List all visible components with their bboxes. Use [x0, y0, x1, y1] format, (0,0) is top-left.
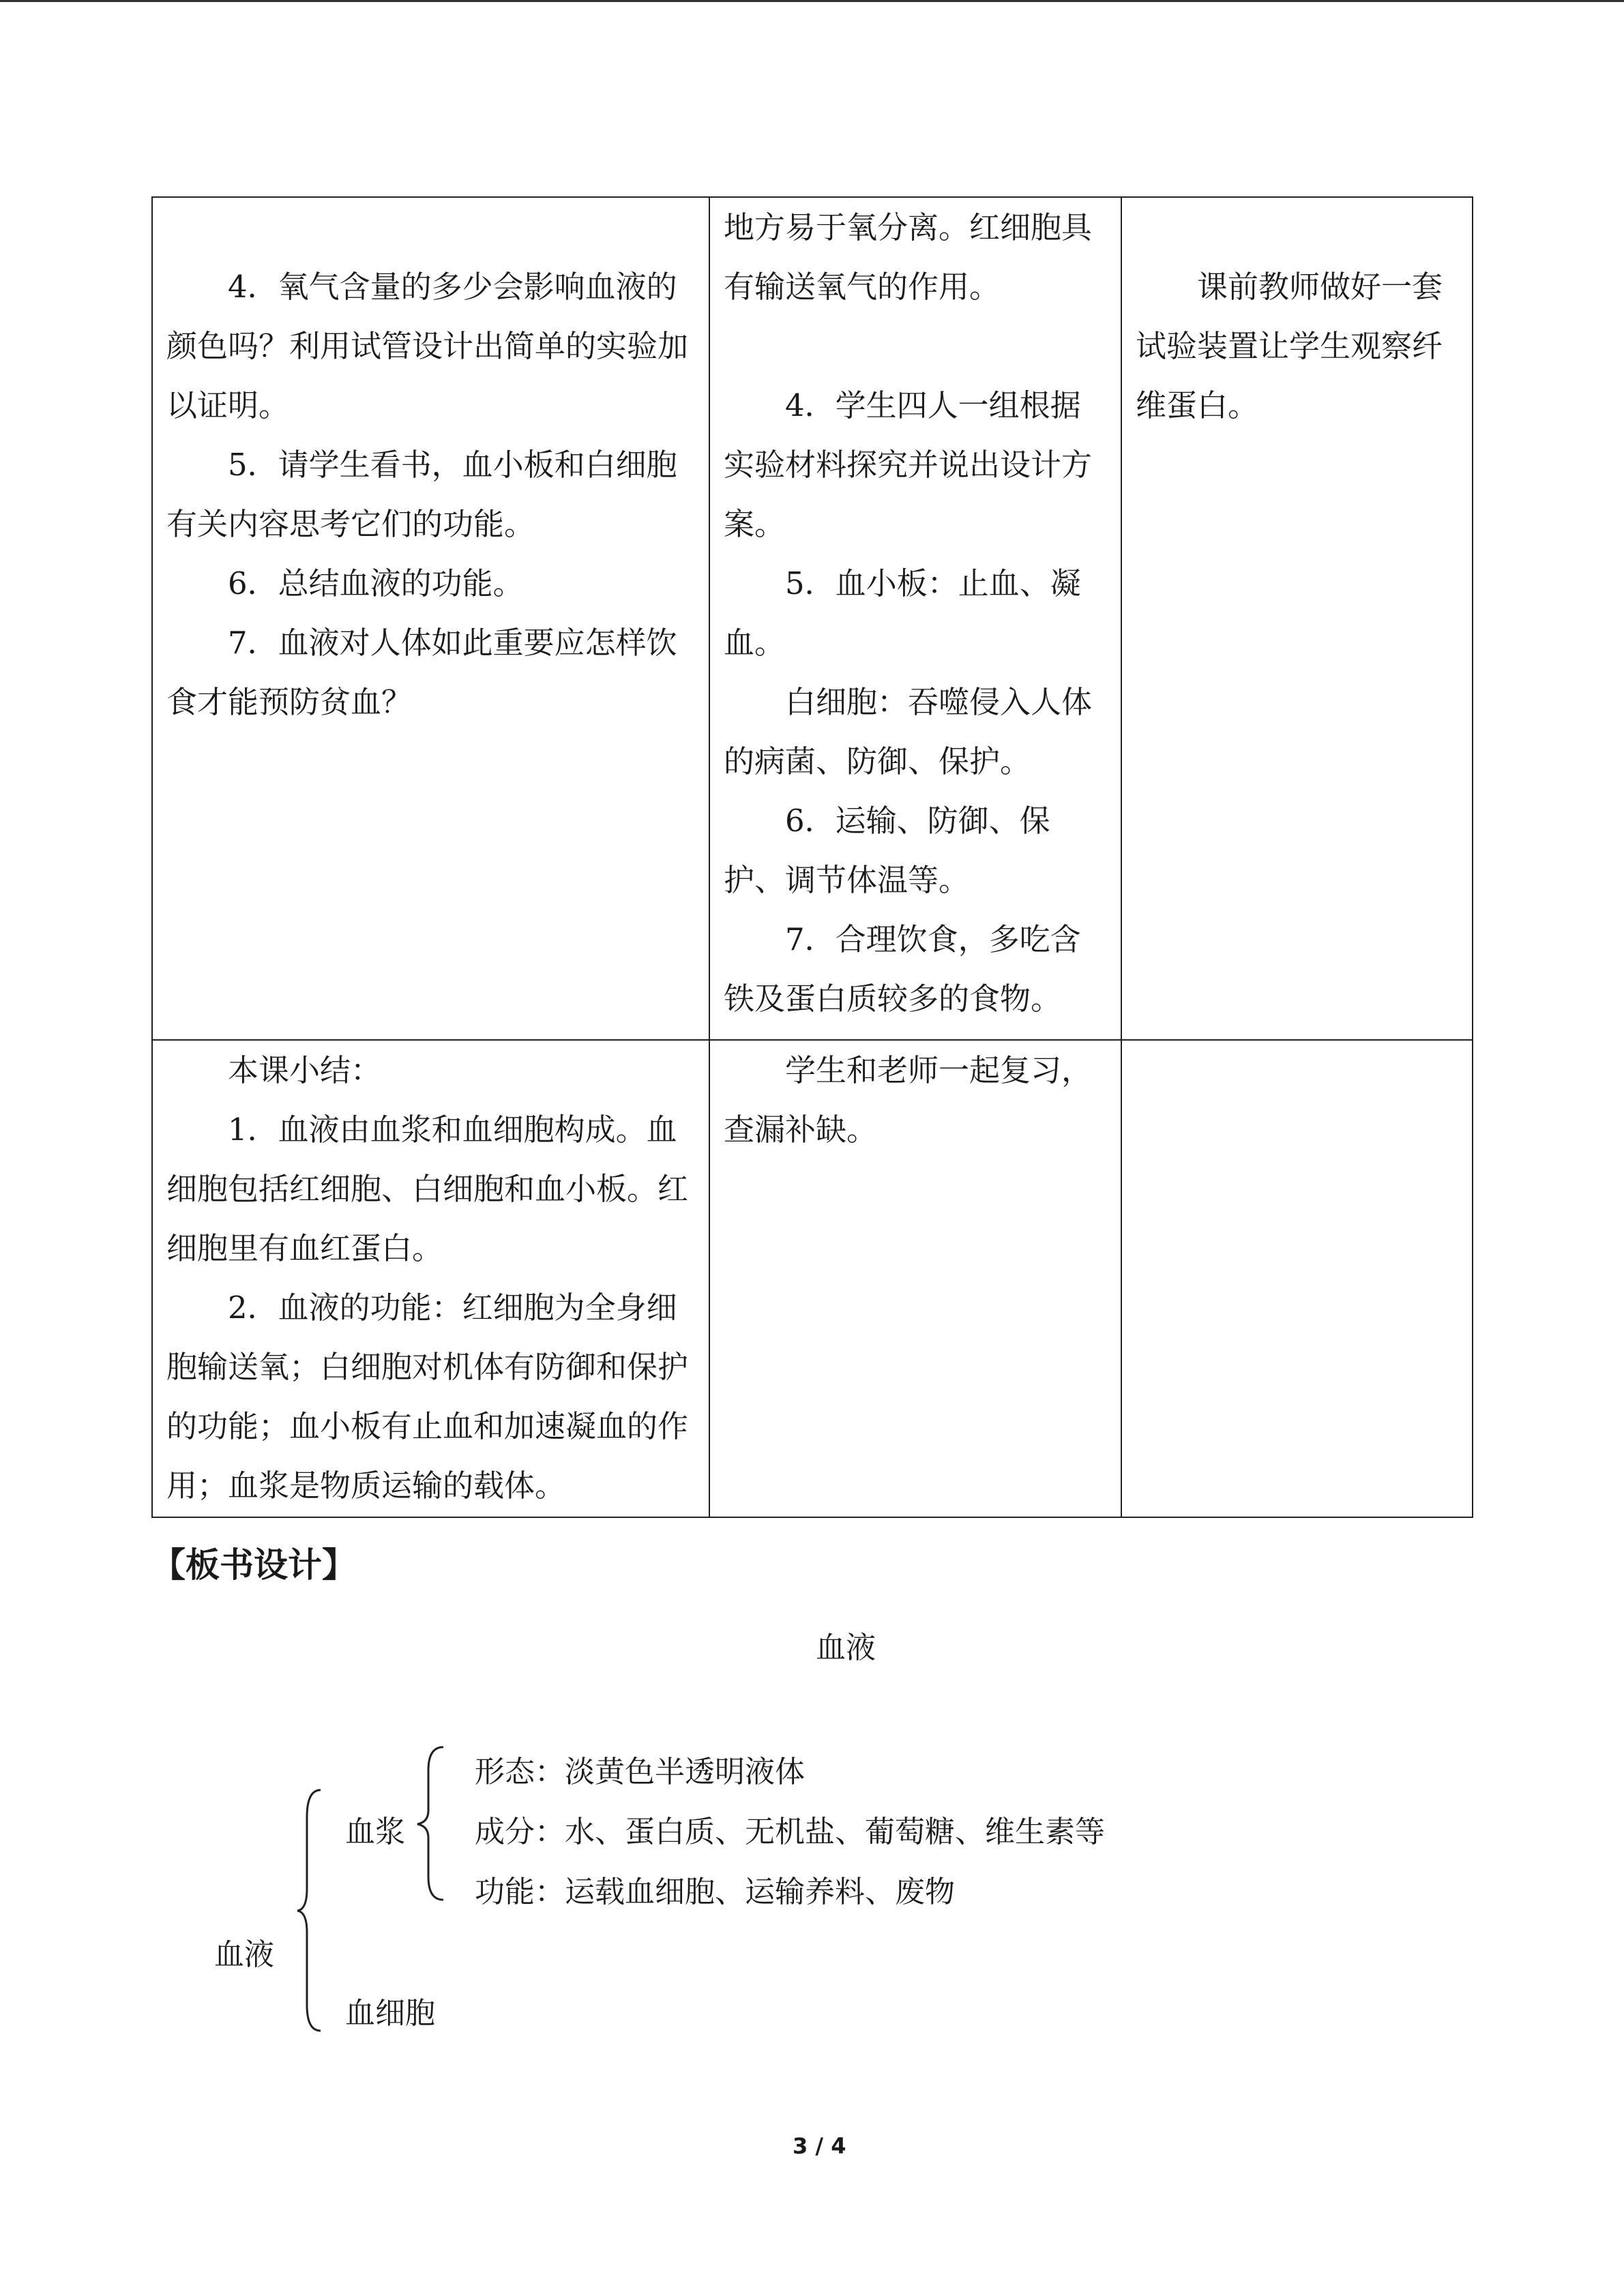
- question-7: 7．血液对人体如此重要应怎样饮食才能预防贫血？: [166, 625, 677, 720]
- board-title: 血液: [816, 1630, 876, 1665]
- answer-6: 6．运输、防御、保护、调节体温等。: [724, 803, 1050, 898]
- review-text: 学生和老师一起复习，查漏补缺。: [724, 1052, 1093, 1148]
- answer-5-wbc: 白细胞：吞噬侵入人体的病菌、防御、保护。: [724, 684, 1093, 779]
- plasma-form: 形态：淡黄色半透明液体: [475, 1755, 805, 1789]
- plasma-brace: [417, 1747, 443, 1900]
- plasma-function: 功能：运载血细胞、运输养料、废物: [475, 1875, 955, 1909]
- question-5: 5．请学生看书，血小板和白细胞有关内容思考它们的功能。: [166, 447, 677, 542]
- summary-heading: 本课小结：: [228, 1052, 382, 1088]
- answer-5: 5．血小板：止血、凝血。: [724, 565, 1081, 661]
- question-6: 6．总结血液的功能。: [228, 565, 524, 601]
- blood-root-label: 血液: [214, 1937, 274, 1972]
- answer-7: 7．合理饮食，多吃含铁及蛋白质较多的食物。: [724, 921, 1081, 1017]
- teacher-note: 课前教师做好一套试验装置让学生观察纤维蛋白。: [1136, 269, 1443, 423]
- plasma-label: 血浆: [345, 1815, 405, 1849]
- section-title: 【板书设计】: [151, 1545, 356, 1585]
- outer-brace: [297, 1790, 321, 2031]
- answer-continued: 地方易于氧分离。红细胞具有输送氧气的作用。: [724, 209, 1093, 305]
- page-number: 3 / 4: [793, 2133, 846, 2159]
- question-4: 4．氧气含量的多少会影响血液的颜色吗？利用试管设计出简单的实验加以证明。: [166, 269, 689, 423]
- summary-point-2: 2．血液的功能：红细胞为全身细胞输送氧；白细胞对机体有防御和保护的功能；血小板有止血和加速凝血的作用；血浆是物质运输的载体。: [166, 1289, 689, 1504]
- answer-4: 4．学生四人一组根据实验材料探究并说出设计方案。: [724, 387, 1093, 542]
- summary-point-1: 1．血液由血浆和血细胞构成。血细胞包括红细胞、白细胞和血小板。红细胞里有血红蛋白。: [166, 1112, 689, 1266]
- blood-cells-label: 血细胞: [345, 1996, 435, 2031]
- plasma-composition: 成分：水、蛋白质、无机盐、葡萄糖、维生素等: [475, 1815, 1105, 1849]
